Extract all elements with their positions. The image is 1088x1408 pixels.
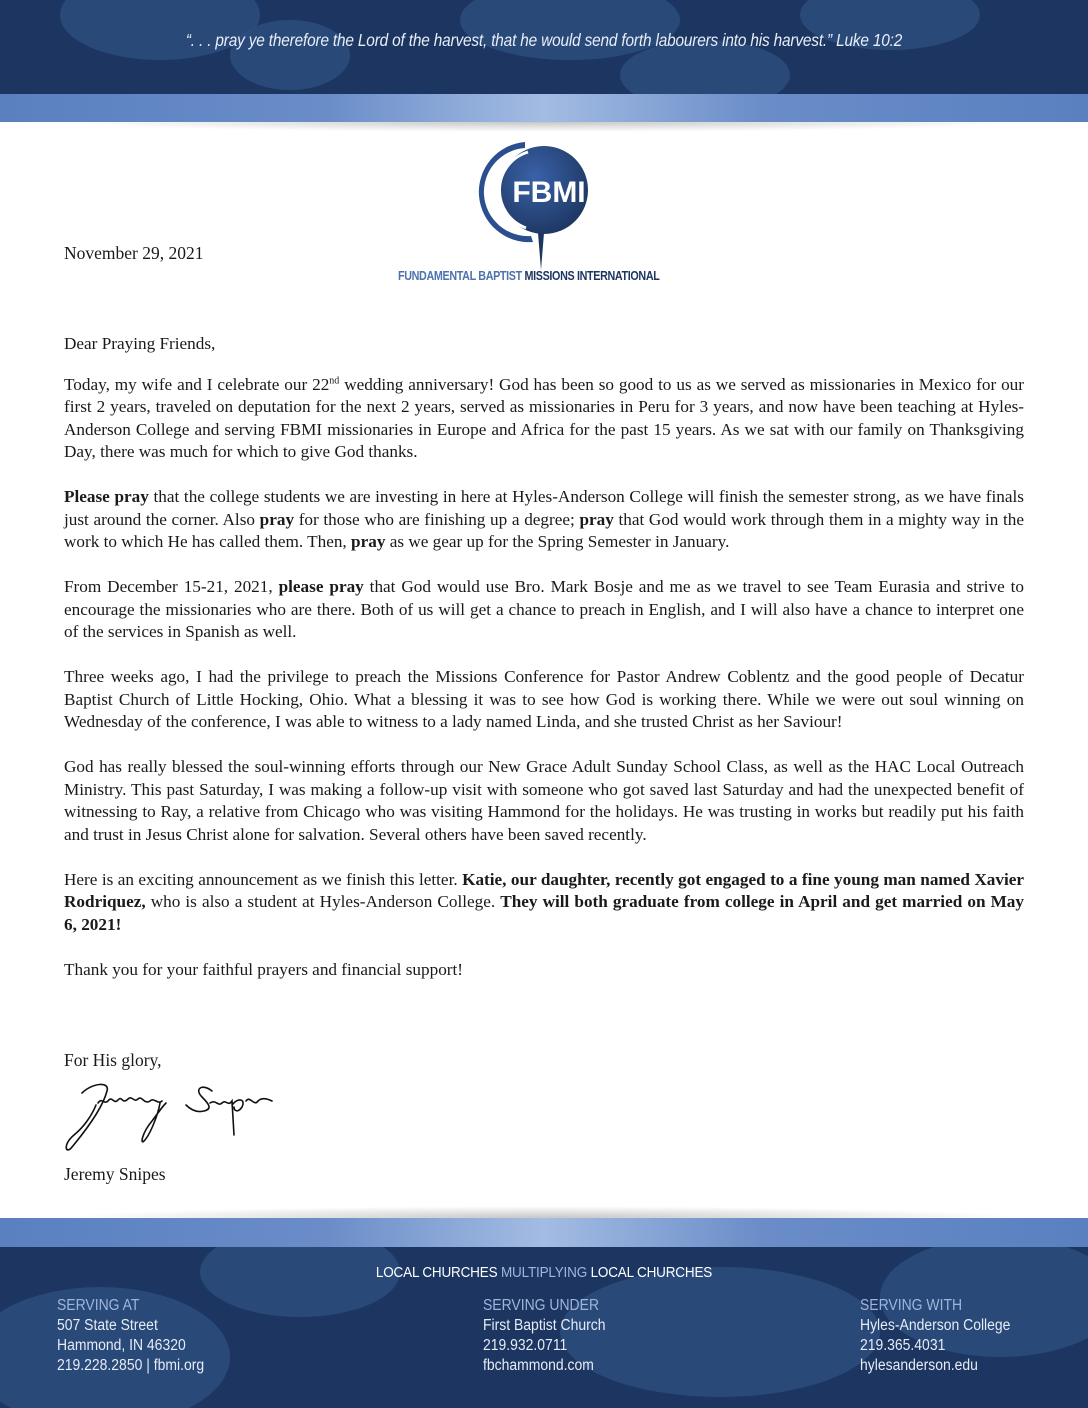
church-phone: 219.932.0711 xyxy=(483,1337,568,1354)
footer-column-serving-at xyxy=(57,1296,204,1376)
text-run: that God would use Bro. Mark Bosje and me as we travel to see Team Eurasia and strive to encourage the missionaries who are there. Both of us will get a chance to preach in English, and I will also have a chance to interpret one of the services in Spanish as well. xyxy=(64,577,1024,641)
header-accent-band xyxy=(0,94,1088,122)
letter-date: November 29, 2021 xyxy=(64,243,204,263)
column-heading: SERVING UNDER xyxy=(483,1297,600,1314)
paragraph-prayer-students xyxy=(64,486,1024,554)
text-run: that the college students we are investing in here at Hyles-Anderson College will finish the semester strong, as we have finals just around the corner. Also xyxy=(64,487,1024,529)
paragraph-eurasia-trip xyxy=(64,576,1024,644)
text-run: who is also a student at Hyles-Anderson College. xyxy=(145,892,501,911)
address-street: 507 State Street xyxy=(57,1317,158,1334)
text-run: for those who are finishing up a degree; xyxy=(294,509,580,529)
phone-and-website: 219.228.2850 | fbmi.org xyxy=(57,1357,205,1374)
fbmi-logo xyxy=(398,138,693,288)
logo-caption xyxy=(398,269,660,283)
paragraph-announcement xyxy=(64,869,1024,937)
world-map-shape xyxy=(560,1267,880,1397)
tagline-part: LOCAL CHURCHES xyxy=(375,1264,498,1281)
tagline-part: MULTIPLYING xyxy=(500,1264,588,1281)
closing: For His glory, xyxy=(64,1050,162,1070)
bold-run: please pray xyxy=(278,577,364,596)
logo-caption-part2: MISSIONS INTERNATIONAL xyxy=(524,269,660,283)
text-run: Here is an exciting announcement as we finish this letter. xyxy=(64,869,463,889)
college-website: hylesanderson.edu xyxy=(860,1357,978,1374)
paragraph-soul-winning: God has really blessed the soul-winning efforts through our New Grace Adult Sunday School Class, as well as the HAC Local Outreach Ministry. This past Saturday, I was making a follow-up visit with someone who got saved last Saturday and had the unexpected benefit of witnessing to Ray, a relative from Chicago who was visiting Hammond for the holidays. He was trusting in works but readily put his faith and trust in Jesus Christ alone for salvation. Several others have been saved recently. xyxy=(64,757,1024,844)
paragraph-anniversary xyxy=(64,374,1024,464)
footer-tagline xyxy=(54,1264,1033,1281)
college-name: Hyles-Anderson College xyxy=(860,1317,1011,1334)
footer-accent-band xyxy=(0,1218,1088,1247)
text-run: as we gear up for the Spring Semester in January. xyxy=(385,532,730,551)
letterhead-banner xyxy=(0,0,1088,94)
footer-column-serving-with xyxy=(860,1296,1010,1376)
paragraph-missions-conference: Three weeks ago, I had the privilege to preach the Missions Conference for Pastor Andrew Coblentz and the good people of Decatur Baptist Church of Little Hocking, Ohio. What a blessing it was to see how God is working there. While we were out soul winning on Wednesday of the conference, I was able to witness to a lady named Linda, and she trusted Christ as her Saviour! xyxy=(64,667,1024,731)
band-shadow xyxy=(60,122,1028,132)
world-map-shape xyxy=(200,1247,400,1317)
bold-run: pray xyxy=(259,509,295,529)
text-run: Today, my wife and I celebrate our 22 xyxy=(64,374,330,394)
bold-run: pray xyxy=(579,509,614,529)
bold-run: Please pray xyxy=(64,487,149,506)
address-city: Hammond, IN 46320 xyxy=(57,1337,186,1354)
church-website: fbchammond.com xyxy=(483,1357,594,1374)
tagline-part: LOCAL CHURCHES xyxy=(590,1264,713,1281)
signer-name: Jeremy Snipes xyxy=(64,1164,166,1184)
logo-text: FBMI xyxy=(512,176,586,209)
logo-caption-part1: FUNDAMENTAL BAPTIST xyxy=(398,269,522,283)
text-run: wedding anniversary! God has been so good to us as we served as missionaries in Mexico for our first 2 years, traveled on deputation for the next 2 years, served as missionaries in Peru for 3 years, and now have been teaching at Hyles-Anderson College and serving FBMI missionaries in Europe and Africa for the past 15 years. As we sat with our family on Thanksgiving Day, there was much for which to give God thanks. xyxy=(64,374,1024,461)
signature-icon xyxy=(62,1075,277,1155)
text-run: From December 15-21, 2021, xyxy=(64,577,279,596)
column-heading: SERVING AT xyxy=(57,1297,140,1314)
college-phone: 219.365.4031 xyxy=(860,1337,946,1354)
band-shadow xyxy=(60,1206,1028,1218)
column-heading: SERVING WITH xyxy=(860,1297,963,1314)
footer-banner xyxy=(0,1247,1088,1408)
footer-column-serving-under xyxy=(483,1296,605,1376)
paragraph-thanks: Thank you for your faithful prayers and financial support! xyxy=(64,959,464,979)
greeting: Dear Praying Friends, xyxy=(64,334,216,353)
scripture-quote: “. . . pray ye therefore the Lord of the harvest, that he would send forth labourers into his harvest.” Luke 10:2 xyxy=(185,30,903,50)
letter-body xyxy=(64,333,1024,1004)
bold-run: pray xyxy=(351,532,386,551)
ordinal-suffix: nd xyxy=(329,374,340,386)
bold-run: Katie, our daughter, recently got engaged to a fine young man named Xavier Rodriquez, xyxy=(64,869,1024,911)
church-name: First Baptist Church xyxy=(483,1317,606,1334)
text-run: that God would work through them in a mighty way in the work to which He has called them. Then, xyxy=(64,509,1025,551)
bold-run: They will both graduate from college in April and get married on May 6, 2021! xyxy=(64,892,1024,934)
fbmi-globe-icon xyxy=(398,138,693,273)
